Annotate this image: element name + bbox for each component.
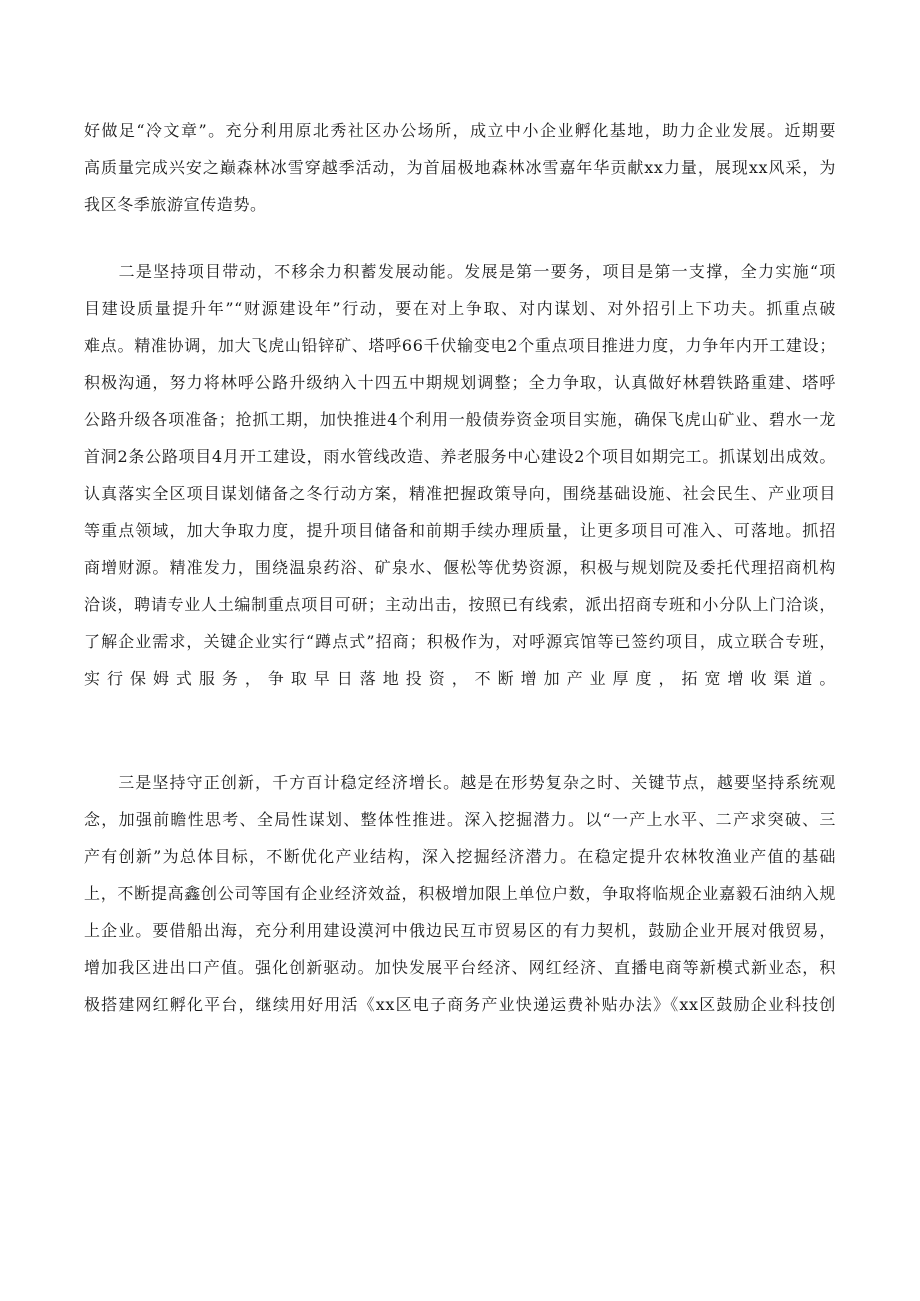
text-line: 二是坚持项目带动，不移余力积蓄发展动能。发展是第一要务，项目是第一支撑，全力实施“项 <box>84 262 836 281</box>
text-line: 上，不断提高鑫创公司等国有企业经济效益，积极增加限上单位户数，争取将临规企业嘉毅石油纳入规 <box>84 884 836 903</box>
text-line: 等重点领域，加大争取力度，提升项目储备和前期手续办理质量，让更多项目可准入、可落地。抓招 <box>84 521 836 540</box>
paragraph-1 <box>84 112 836 223</box>
paragraph-gap <box>84 223 836 253</box>
text-line: 难点。精准协调，加大飞虎山铅锌矿、塔呼66千伏输变电2个重点项目推进力度，力争年内开工建设； <box>84 336 836 355</box>
text-line: 公路升级各项准备；抢抓工期，加快推进4个利用一般债券资金项目实施，确保飞虎山矿业、碧水一龙 <box>84 410 836 429</box>
text-line: 产有创新”为总体目标，不断优化产业结构，深入挖掘经济潜力。在稳定提升农林牧渔业产值的基础 <box>84 847 836 866</box>
text-line: 洽谈，聘请专业人土编制重点项目可研；主动出击，按照已有线索，派出招商专班和小分队上门洽谈， <box>84 595 836 614</box>
paragraph-3 <box>84 764 836 1023</box>
text-line: 积极沟通，努力将林呼公路升级纳入十四五中期规划调整；全力争取，认真做好林碧铁路重建、塔呼 <box>84 373 836 392</box>
text-line: 了解企业需求，关键企业实行“蹲点式”招商；积极作为，对呼源宾馆等已签约项目，成立联合专班， <box>84 632 836 651</box>
text-line: 三是坚持守正创新，千方百计稳定经济增长。越是在形势复杂之时、关键节点，越要坚持系统观 <box>84 773 836 792</box>
paragraph-gap <box>84 734 836 764</box>
text-line: 实行保姆式服务，争取早日落地投资，不断增加产业厚度，拓宽增收渠道。 <box>84 669 836 688</box>
text-line: 首洞2条公路项目4月开工建设，雨水管线改造、养老服务中心建设2个项目如期完工。抓谋划出成效。 <box>84 447 836 466</box>
text-line: 念，加强前瞻性思考、全局性谋划、整体性推进。深入挖掘潜力。以“一产上水平、二产求突破、三 <box>84 810 836 829</box>
text-line: 极搭建网红孵化平台，继续用好用活《xx区电子商务产业快递运费补贴办法》《xx区鼓励企业科技创 <box>84 995 836 1014</box>
text-line: 目建设质量提升年”“财源建设年”行动，要在对上争取、对内谋划、对外招引上下功夫。抓重点破 <box>84 299 836 318</box>
text-line: 高质量完成兴安之巅森林冰雪穿越季活动，为首届极地森林冰雪嘉年华贡献xx力量，展现xx风采，为 <box>84 158 836 177</box>
text-line: 我区冬季旅游宣传造势。 <box>84 195 267 214</box>
text-line: 增加我区进出口产值。强化创新驱动。加快发展平台经济、网红经济、直播电商等新模式新业态，积 <box>84 958 836 977</box>
document-page <box>84 112 836 1023</box>
text-line: 认真落实全区项目谋划储备之冬行动方案，精准把握政策导向，围绕基础设施、社会民生、产业项目 <box>84 484 836 503</box>
paragraph-2 <box>84 253 836 734</box>
text-line <box>84 697 836 734</box>
text-line: 好做足“冷文章”。充分利用原北秀社区办公场所，成立中小企业孵化基地，助力企业发展。近期要 <box>84 121 836 140</box>
text-line: 上企业。要借船出海，充分利用建设漠河中俄边民互市贸易区的有力契机，鼓励企业开展对俄贸易， <box>84 921 836 940</box>
text-line: 商增财源。精准发力，围绕温泉药浴、矿泉水、偃松等优势资源，积极与规划院及委托代理招商机构 <box>84 558 836 577</box>
